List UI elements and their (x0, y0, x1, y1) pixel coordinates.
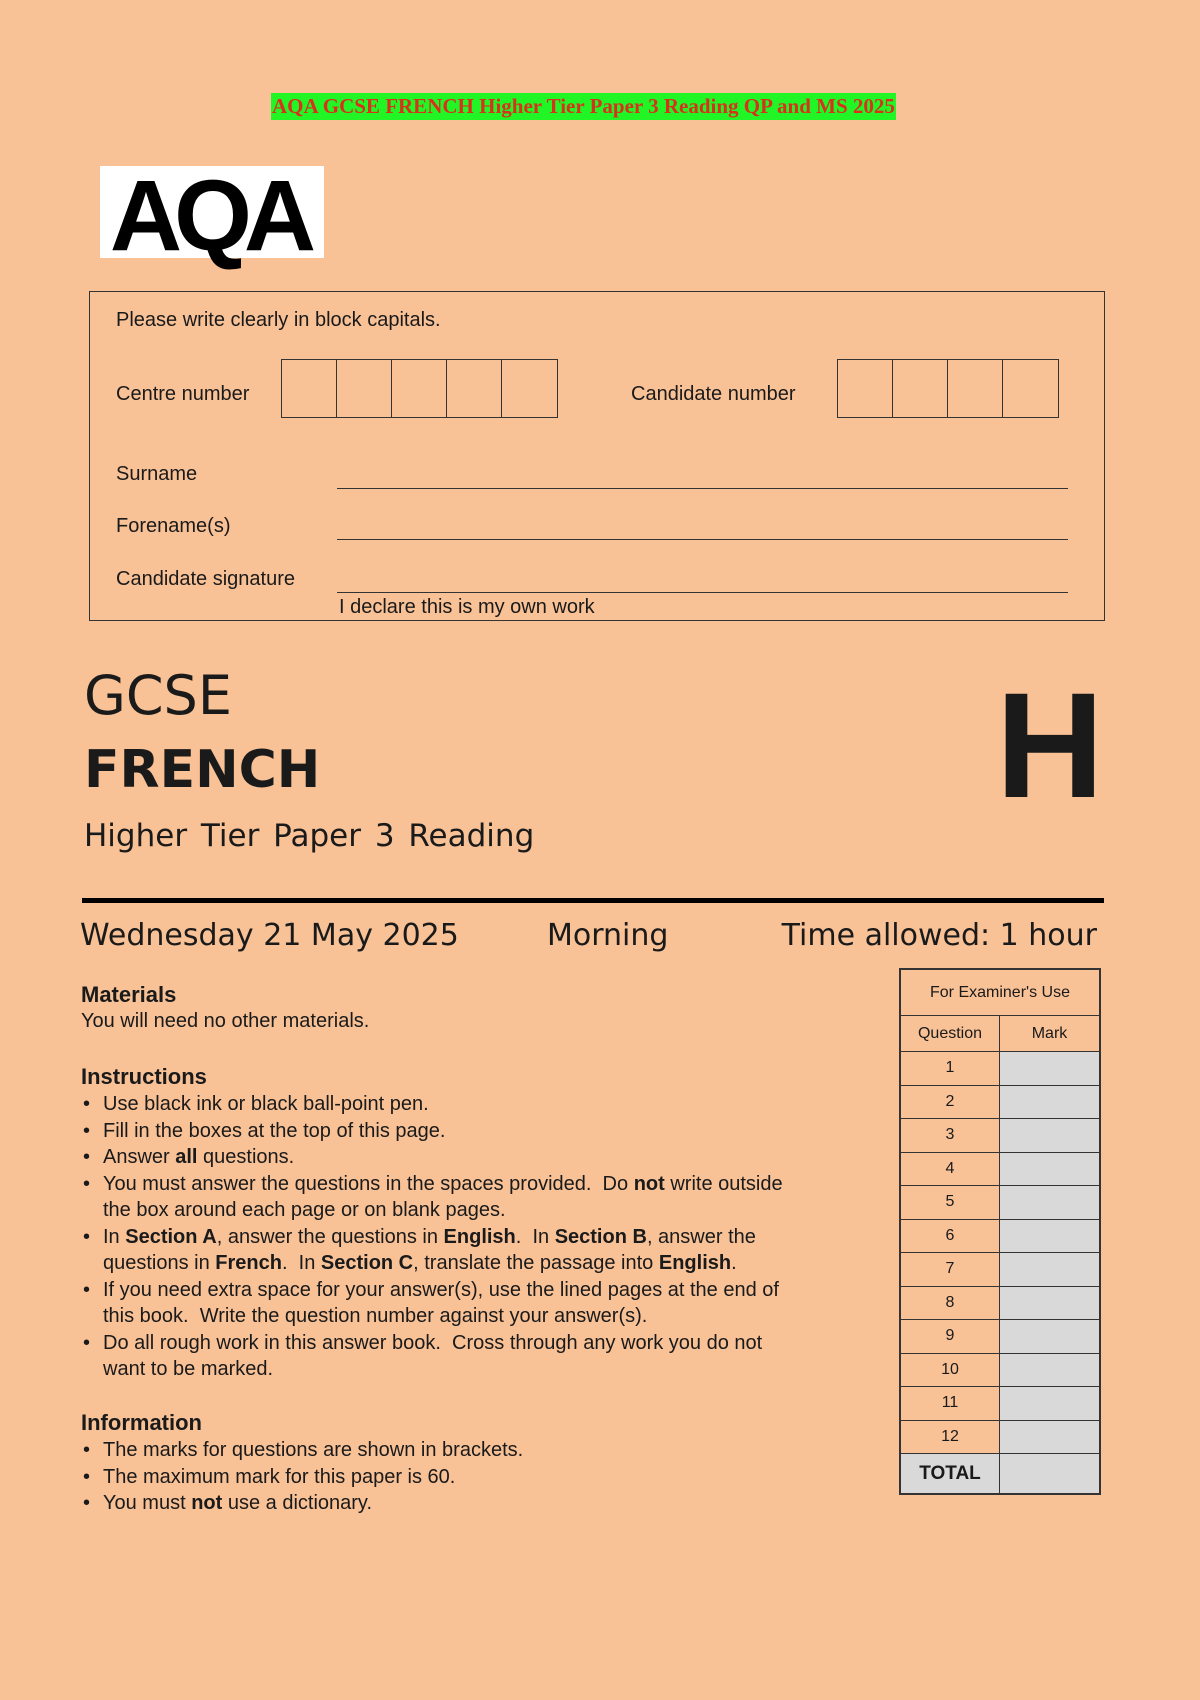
materials-text: You will need no other materials. (81, 1010, 370, 1032)
information-heading: Information (81, 1410, 202, 1435)
question-number: 1 (900, 1052, 1000, 1086)
centre-digit-box[interactable] (392, 360, 447, 417)
mark-column-header: Mark (1000, 1016, 1101, 1052)
centre-number-label: Centre number (116, 383, 250, 405)
instruction-item: • In Section A, answer the questions in English. In Section B, answer the questions in French. In Section C, translate the passage into English. (81, 1224, 881, 1277)
mark-cell (1000, 1253, 1101, 1287)
mark-cell (1000, 1052, 1101, 1086)
centre-digit-box[interactable] (447, 360, 502, 417)
question-number: 9 (900, 1320, 1000, 1354)
candidate-digit-box[interactable] (1003, 360, 1058, 417)
candidate-details-box (89, 291, 1105, 621)
information-item: • The marks for questions are shown in brackets. (81, 1437, 881, 1464)
surname-label: Surname (116, 463, 198, 485)
total-label: TOTAL (900, 1454, 1000, 1495)
mark-cell (1000, 1152, 1101, 1186)
mark-cell (1000, 1085, 1101, 1119)
question-number: 8 (900, 1286, 1000, 1320)
question-number: 5 (900, 1186, 1000, 1220)
question-number: 10 (900, 1353, 1000, 1387)
materials-heading: Materials (81, 982, 177, 1007)
subject-title: FRENCH (84, 740, 321, 800)
document-banner: AQA GCSE FRENCH Higher Tier Paper 3 Reading QP and MS 2025 (272, 94, 895, 118)
instruction-item: • Answer all questions. (81, 1144, 881, 1171)
mark-cell (1000, 1119, 1101, 1153)
candidate-number-label: Candidate number (631, 383, 796, 405)
centre-digit-box[interactable] (337, 360, 392, 417)
instructions-list (81, 1091, 881, 1383)
exam-date: Wednesday 21 May 2025 (80, 918, 459, 953)
mark-cell (1000, 1320, 1101, 1354)
mark-cell (1000, 1186, 1101, 1220)
qualification-title: GCSE (84, 664, 232, 727)
surname-line[interactable] (337, 488, 1068, 489)
mark-cell (1000, 1387, 1101, 1421)
instruction-item: • If you need extra space for your answer(s), use the lined pages at the end of this book. Write the question number against your answer(s). (81, 1277, 881, 1330)
mark-cell (1000, 1420, 1101, 1454)
aqa-logo (100, 160, 324, 272)
examiners-use-table (899, 968, 1101, 1495)
signature-line[interactable] (337, 592, 1068, 593)
candidate-number-boxes[interactable] (837, 359, 1059, 418)
instruction-item: • Fill in the boxes at the top of this page. (81, 1118, 881, 1145)
mark-cell (1000, 1353, 1101, 1387)
question-column-header: Question (900, 1016, 1000, 1052)
exam-session: Morning (547, 918, 669, 953)
examiners-table-title: For Examiner's Use (900, 969, 1100, 1016)
mark-cell (1000, 1286, 1101, 1320)
time-allowed: Time allowed: 1 hour (781, 918, 1097, 953)
header-rule (82, 898, 1104, 903)
signature-label: Candidate signature (116, 568, 296, 590)
question-number: 7 (900, 1253, 1000, 1287)
candidate-digit-box[interactable] (893, 360, 948, 417)
information-item: • You must not use a dictionary. (81, 1490, 881, 1517)
mark-cell (1000, 1219, 1101, 1253)
block-capitals-instruction: Please write clearly in block capitals. (116, 309, 441, 331)
forename-line[interactable] (337, 539, 1068, 540)
paper-subtitle: Higher Tier Paper 3 Reading (84, 818, 535, 854)
information-list (81, 1437, 881, 1517)
aqa-logo-text: AQA (109, 160, 309, 272)
candidate-digit-box[interactable] (838, 360, 893, 417)
question-number: 6 (900, 1219, 1000, 1253)
centre-number-boxes[interactable] (281, 359, 558, 418)
candidate-digit-box[interactable] (948, 360, 1003, 417)
declaration-text: I declare this is my own work (339, 596, 595, 618)
question-number: 4 (900, 1152, 1000, 1186)
question-number: 11 (900, 1387, 1000, 1421)
centre-digit-box[interactable] (502, 360, 557, 417)
instruction-item: • You must answer the questions in the spaces provided. Do not write outside the box around each page or on blank pages. (81, 1171, 881, 1224)
forename-label: Forename(s) (116, 515, 231, 537)
centre-digit-box[interactable] (282, 360, 337, 417)
question-number: 3 (900, 1119, 1000, 1153)
instruction-item: • Use black ink or black ball-point pen. (81, 1091, 881, 1118)
information-item: • The maximum mark for this paper is 60. (81, 1464, 881, 1491)
instruction-item: • Do all rough work in this answer book. Cross through any work you do not want to be marked. (81, 1330, 881, 1383)
question-number: 12 (900, 1420, 1000, 1454)
question-number: 2 (900, 1085, 1000, 1119)
instructions-heading: Instructions (81, 1064, 207, 1089)
tier-letter: H (995, 661, 1104, 829)
total-mark-cell (1000, 1454, 1101, 1495)
